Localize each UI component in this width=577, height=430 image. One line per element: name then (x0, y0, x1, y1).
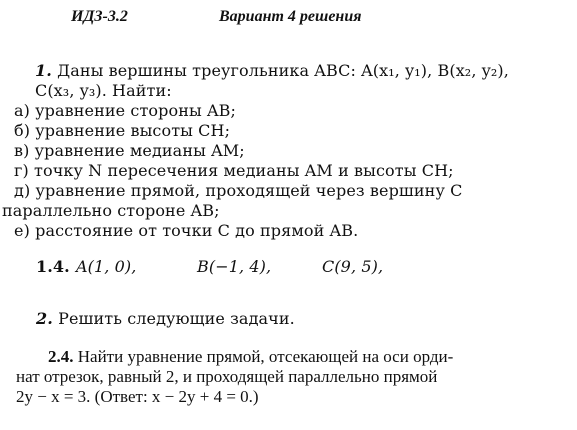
variant-label: 1.4. (36, 257, 70, 276)
task1-item-c: в) уравнение медианы AM; (14, 141, 245, 160)
task2-line (36, 309, 295, 328)
variant-point-c: C(9, 5), (322, 257, 384, 276)
task24-line1 (48, 347, 453, 367)
variant-point-b: B(−1, 4), (197, 257, 272, 276)
task24-line3: 2y − x = 3. (Ответ: x − 2y + 4 = 0.) (16, 387, 259, 406)
task2-text: Решить следующие задачи. (58, 309, 295, 328)
task1-item-b: б) уравнение высоты CH; (14, 121, 231, 140)
task24-text-line1: Найти уравнение прямой, отсекающей на оси орди- (77, 347, 454, 366)
task1-item-e-line1: д) уравнение прямой, проходящей через вершину C (14, 181, 463, 200)
task1-intro-text: Даны вершины треугольника ABC: A(x₁, y₁), B(x₂, y₂), (57, 61, 509, 80)
task1-item-d: г) точку N пересечения медианы AM и высоты CH; (14, 161, 454, 180)
task1-item-e-line2: параллельно стороне AB; (2, 201, 220, 220)
task24-line2: нат отрезок, равный 2, и проходящей параллельно прямой (16, 367, 438, 386)
document-subtitle: Вариант 4 решения (219, 8, 362, 25)
task1-intro-line2: C(x₃, y₃). Найти: (35, 81, 172, 100)
task2-number: 2. (36, 309, 53, 328)
task1-item-f: е) расстояние от точки C до прямой AB. (14, 221, 359, 240)
variant-point-a: A(1, 0), (76, 257, 137, 276)
document-title: ИДЗ-3.2 (71, 8, 128, 25)
task1-item-a: а) уравнение стороны AB; (14, 101, 236, 120)
task24-label: 2.4. (48, 347, 74, 366)
task1-intro-line1 (35, 61, 509, 80)
task1-number: 1. (35, 61, 52, 80)
